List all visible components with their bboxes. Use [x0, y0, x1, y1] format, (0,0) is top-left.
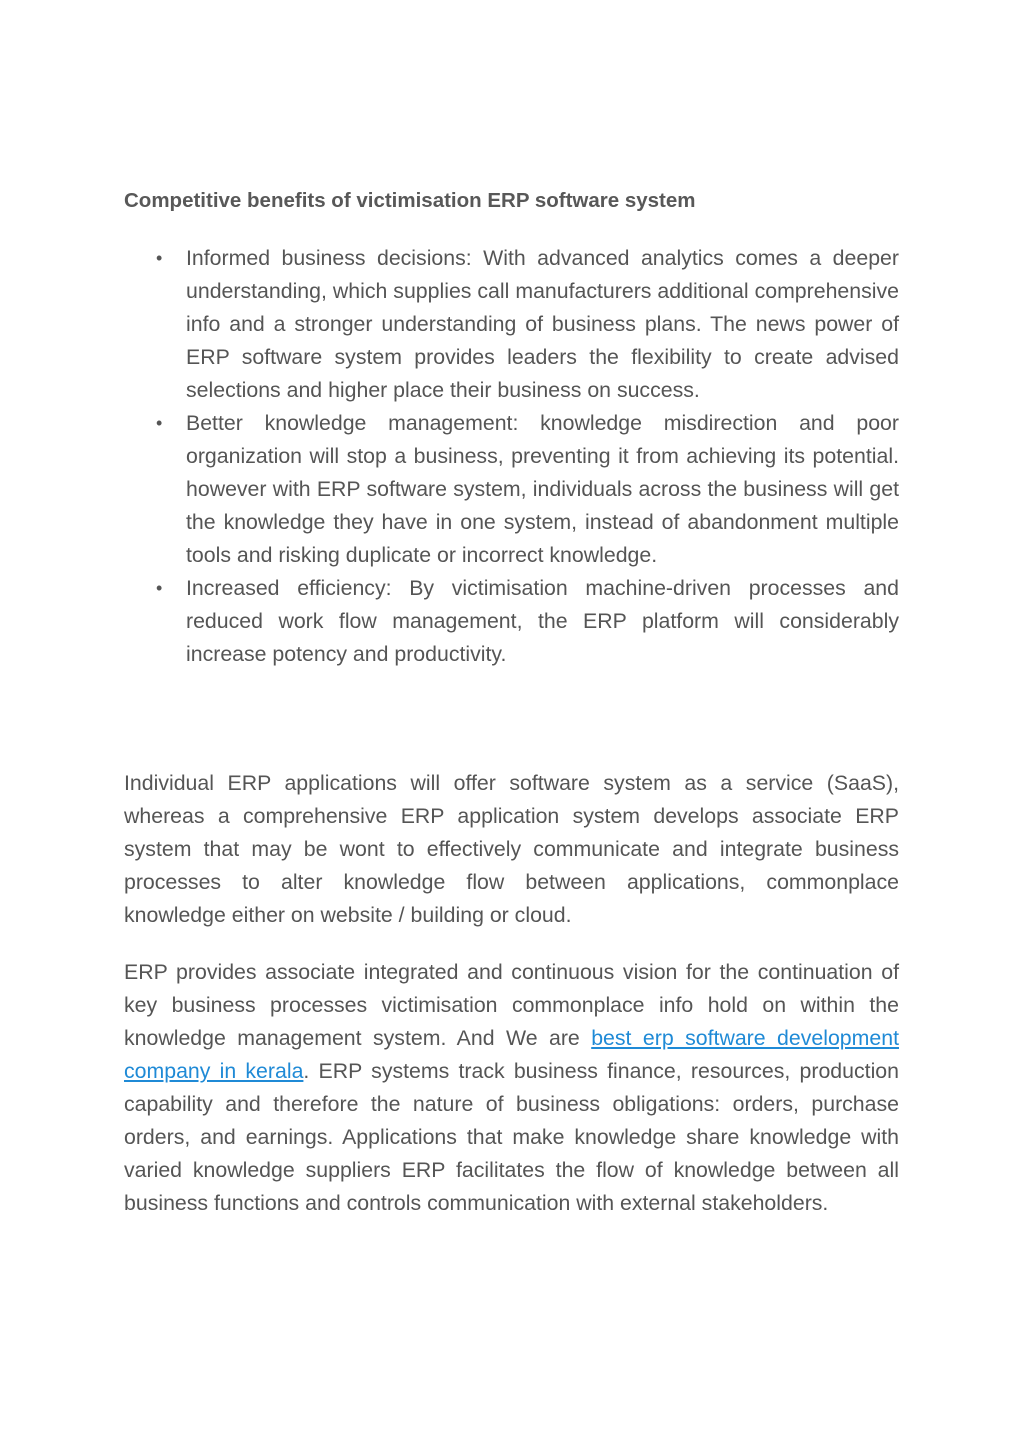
- list-item-text: Better knowledge management: knowledge misdirection and poor organization will stop a business, preventing it from achieving its potential. however with ERP software system, individuals across the business will get the knowledge they have in one system, instead of abandonment multiple tools and risking duplicate or incorrect knowledge.: [186, 411, 899, 567]
- paragraph-text-before-link: ERP provides associate integrated and continuous vision for the continuation of key business processes victimisation commonplace info hold on within the knowledge management system. And We are: [124, 960, 899, 1050]
- company-link[interactable]: best erp software development company in kerala: [124, 1026, 899, 1083]
- list-item-text: Informed business decisions: With advanced analytics comes a deeper understanding, which supplies call manufacturers additional comprehensive info and a stronger understanding of business plans. The news power of ERP software system provides leaders the flexibility to create advised selections and higher place their business on success.: [186, 246, 899, 402]
- list-item: [156, 572, 899, 671]
- section-heading: Competitive benefits of victimisation ERP software system: [124, 189, 696, 212]
- list-item-text: Increased efficiency: By victimisation machine-driven processes and reduced work flow management, the ERP platform will considerably increase potency and productivity.: [186, 576, 899, 666]
- bullet-icon: •: [156, 578, 163, 598]
- benefits-list: [124, 242, 899, 671]
- paragraph-saas: Individual ERP applications will offer software system as a service (SaaS), whereas a comprehensive ERP application system develops associate ERP system that may be wont to effectively communicate and integrate business processes to alter knowledge flow between applications, commonplace knowledge either on website / building or cloud.: [124, 771, 899, 927]
- list-item: [156, 407, 899, 572]
- bullet-icon: •: [156, 413, 163, 433]
- paragraph-erp-vision: [124, 956, 899, 1220]
- document-body: [124, 186, 899, 1220]
- bullet-icon: •: [156, 248, 163, 268]
- list-item: [156, 242, 899, 407]
- paragraph-text-after-link: . ERP systems track business finance, resources, production capability and therefore the nature of business obligations: orders, purchase orders, and earnings. Applications that make knowledge share knowledge with varied knowledge suppliers ERP facilitates the flow of knowledge between all business functions and controls communication with external stakeholders.: [124, 1059, 899, 1215]
